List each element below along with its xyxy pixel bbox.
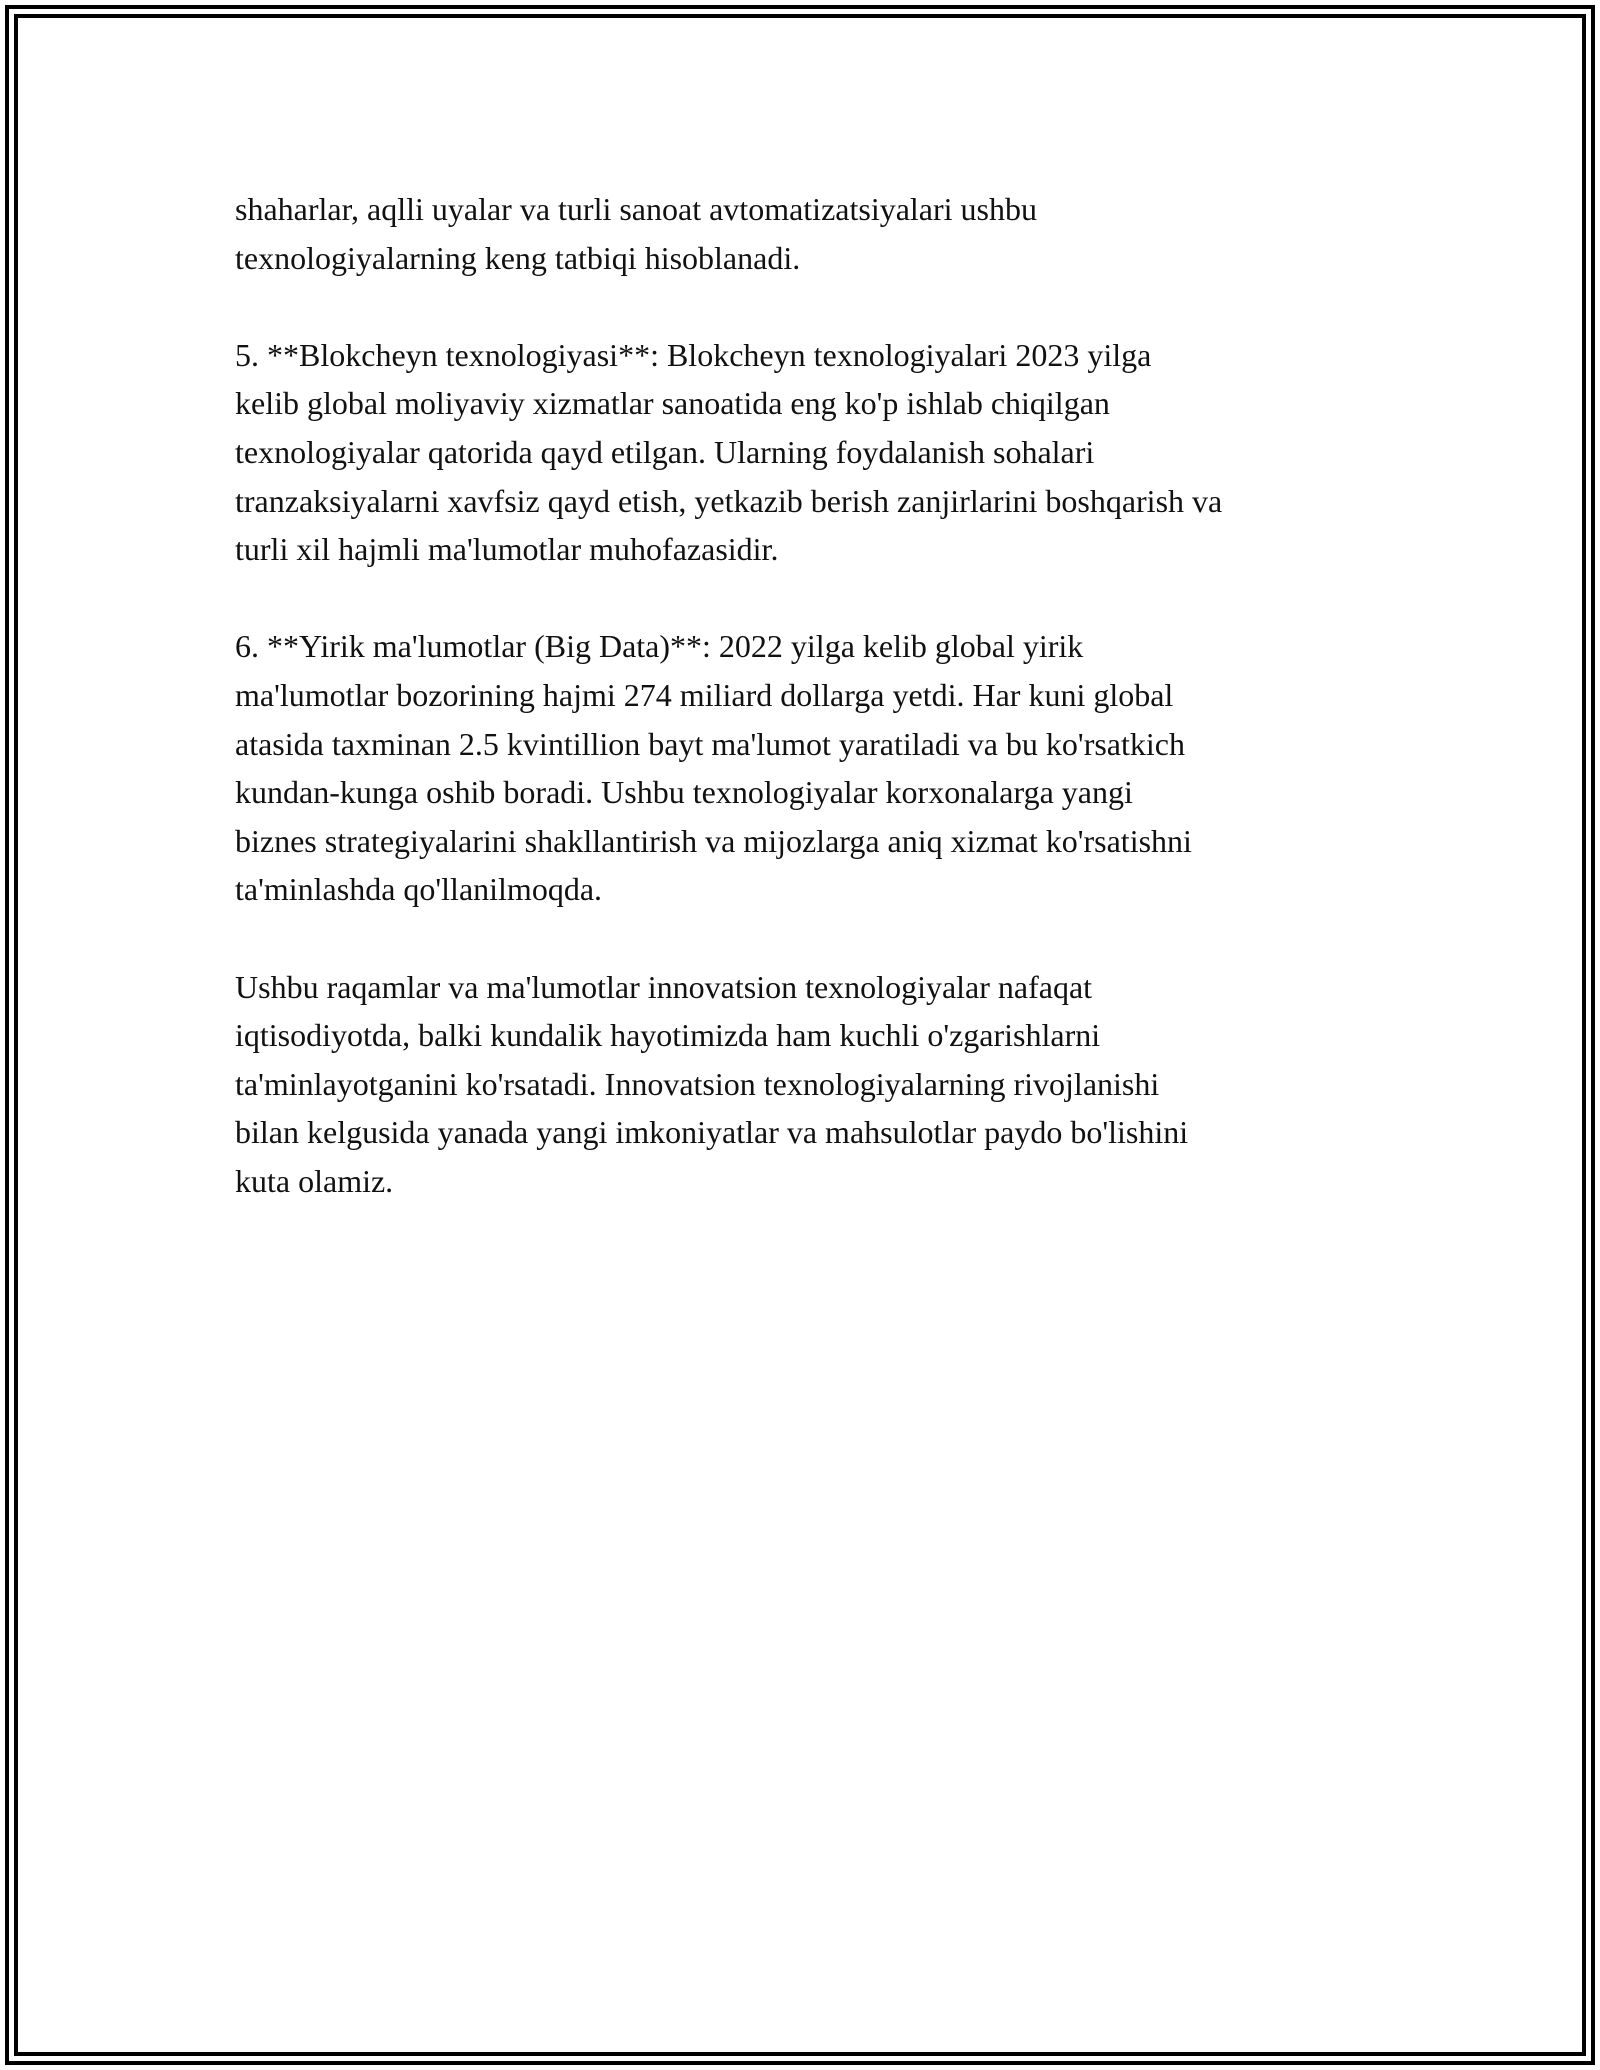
text-line: ta'minlashda qo'llanilmoqda. [235,871,603,908]
text-line: 5. **Blokcheyn texnologiyasi**: Blokcheyn texnologiyalari 2023 yilga [235,336,1152,373]
text-line: tranzaksiyalarni xavfsiz qayd etish, yetkazib berish zanjirlarini boshqarish va [235,482,1223,519]
paragraph-iot-continuation [235,185,1415,282]
document-body [235,185,1415,1254]
text-line: ta'minlayotganini ko'rsatadi. Innovatsion texnologiyalarning rivojlanishi [235,1065,1160,1102]
text-line: 6. **Yirik ma'lumotlar (Big Data)**: 2022 yilga kelib global yirik [235,628,1084,665]
text-line: biznes strategiyalarini shakllantirish va mijozlarga aniq xizmat ko'rsatishni [235,822,1192,859]
text-line: texnologiyalarning keng tatbiqi hisoblanadi. [235,239,801,276]
text-line: ma'lumotlar bozorining hajmi 274 miliard dollarga yetdi. Har kuni global [235,676,1174,713]
text-line: turli xil hajmli ma'lumotlar muhofazasidir. [235,531,779,568]
text-line: shaharlar, aqlli uyalar va turli sanoat avtomatizatsiyalari ushbu [235,191,1037,227]
text-line: iqtisodiyotda, balki kundalik hayotimizda ham kuchli o'zgarishlarni [235,1017,1101,1054]
text-line: atasida taxminan 2.5 kvintillion bayt ma'lumot yaratiladi va bu ko'rsatkich [235,725,1185,762]
paragraph-blockchain [235,331,1415,574]
text-line: texnologiyalar qatorida qayd etilgan. Ularning foydalanish sohalari [235,433,1095,470]
text-line: kelib global moliyaviy xizmatlar sanoatida eng ko'p ishlab chiqilgan [235,385,1110,422]
text-line: kundan-kunga oshib boradi. Ushbu texnologiyalar korxonalarga yangi [235,774,1133,811]
text-line: Ushbu raqamlar va ma'lumotlar innovatsion texnologiyalar nafaqat [235,968,1093,1005]
text-line: kuta olamiz. [235,1162,394,1199]
paragraph-big-data [235,622,1415,914]
text-line: bilan kelgusida yanada yangi imkoniyatlar va mahsulotlar paydo bo'lishini [235,1114,1189,1151]
paragraph-conclusion [235,963,1415,1206]
